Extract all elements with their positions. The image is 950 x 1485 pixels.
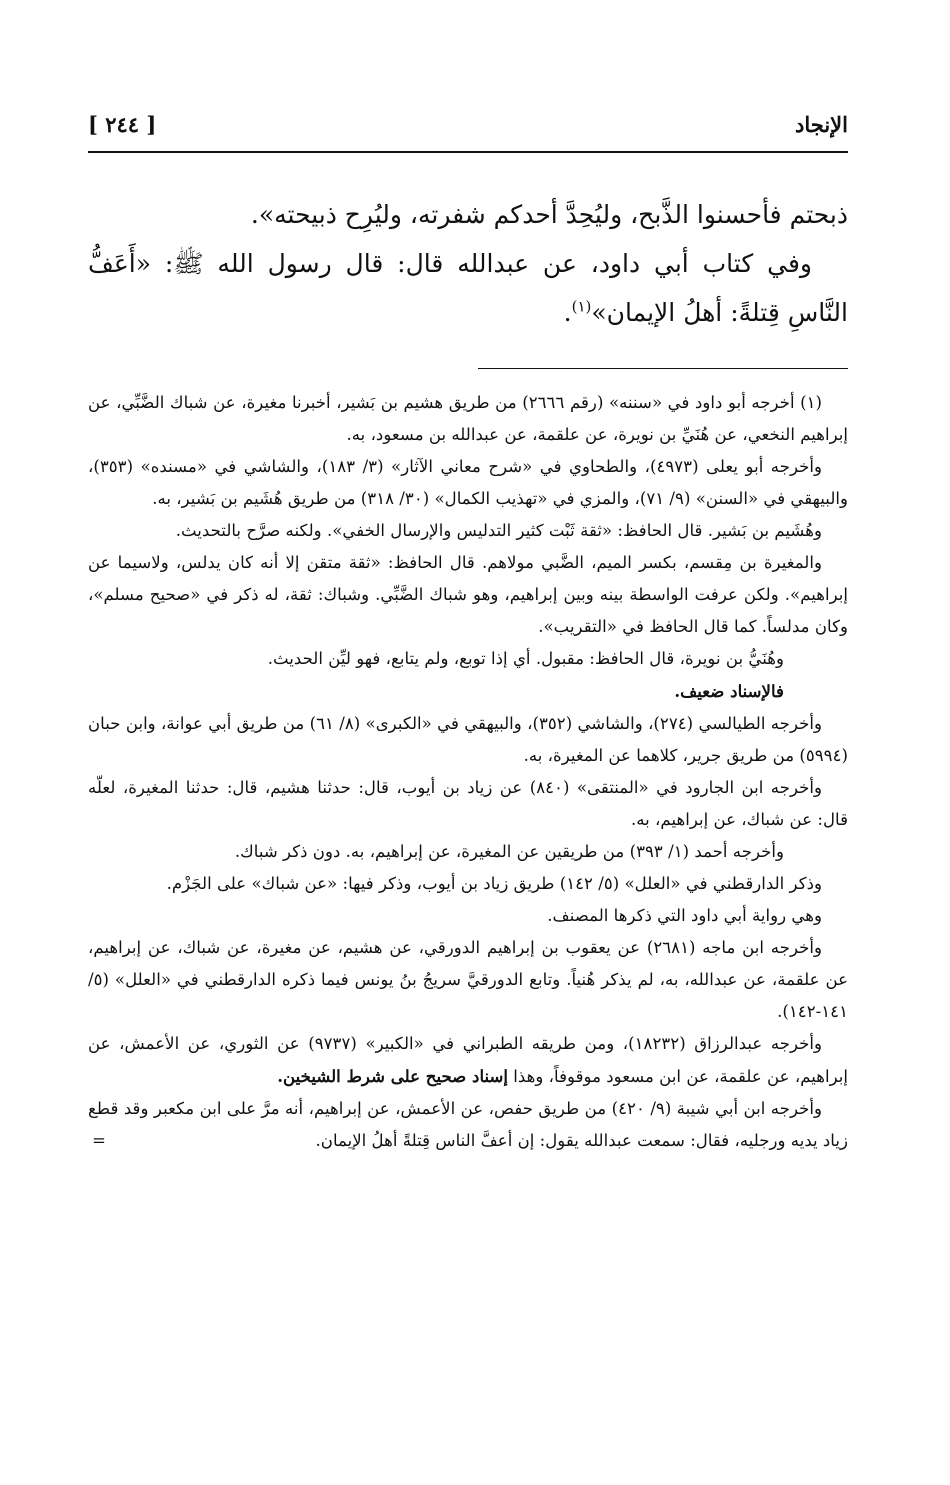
footnote-paragraph: وأخرجه أحمد (١/ ٣٩٣) من طريقين عن المغيرة، عن إبراهيم، به. دون ذكر شباك.	[234, 842, 784, 861]
footnote-conclusion	[88, 675, 848, 708]
footnote-paragraph: (١) أخرجه أبو داود في «سننه» (رقم ٢٦٦٦) من طريق هشيم بن بَشير، أخبرنا مغيرة، عن شباك الضَّبِّي، عن إبراهيم النخعي، عن هُنَيِّ بن نويرة، عن علقمة، عن عبدالله بن مسعود، به.	[88, 393, 848, 444]
main-line-2-end: .	[563, 298, 572, 327]
document-page	[88, 0, 848, 1485]
footnote-paragraph	[88, 1093, 848, 1157]
page-number: [ ٢٤٤ ]	[88, 112, 157, 137]
footnote-paragraph: وذكر الدارقطني في «العلل» (٥/ ١٤٢) طريق زياد بن أيوب، وذكر فيها: «عن شباك» على الجَزْم.	[166, 874, 822, 893]
footnote-text: وأخرجه ابن أبي شيبة (٩/ ٤٢٠) من طريق حفص، عن الأعمش، عن إبراهيم، أنه مرَّ على ابن مكعبر وقد قطع زياد يديه ورجليه، فقال: سمعت عبدالله يقول: إن أعفَّ الناس قِتلةً أهلُ الإيمان.	[88, 1099, 848, 1150]
footnote-paragraph: وأخرجه الطيالسي (٢٧٤)، والشاشي (٣٥٢)، والبيهقي في «الكبرى» (٨/ ٦١) من طريق أبي عوانة، وابن حبان (٥٩٩٤) من طريق جرير، كلاهما عن المغيرة، به.	[88, 714, 848, 765]
footnote-paragraph: وأخرجه ابن ماجه (٢٦٨١) عن يعقوب بن إبراهيم الدورقي، عن هشيم، عن مغيرة، عن شباك، عن إبراهيم، عن علقمة، عن عبدالله، به، لم يذكر هُنياً. وتابع الدورقيَّ سريجُ بنُ يونس فيما ذكره الدارقطني في «العلل» (٥/ ١٤١-١٤٢).	[88, 938, 848, 1021]
footnote-paragraph: والمغيرة بن مِقسم، بكسر الميم، الضَّبي مولاهم. قال الحافظ: «ثقة متقن إلا أنه كان يدلس، ولاسيما عن إبراهيم». ولكن عرفت الواسطة بينه وبين إبراهيم، وهو شباك الضَّبِّي. وشباك: ثقة، له ذكر في «صحيح مسلم»، وكان مدلساً. كما قال الحافظ في «التقريب».	[88, 553, 848, 636]
footnotes	[88, 387, 848, 1157]
footnote-text: وأخرجه عبدالرزاق (١٨٢٣٢)، ومن طريقه الطبراني في «الكبير» (٩٧٣٧) عن الثوري، عن الأعمش، عن إبراهيم، عن علقمة، عن ابن مسعود موقوفاً، وهذا	[88, 1034, 848, 1086]
footnote-paragraph: وأخرجه أبو يعلى (٤٩٧٣)، والطحاوي في «شرح معاني الآثار» (٣/ ١٨٣)، والشاشي في «مسنده» (٣٥٣)، والبيهقي في «السنن» (٩/ ٧١)، والمزي في «تهذيب الكمال» (٣٠/ ٣١٨) من طريق هُشَيم بن بَشير، به.	[88, 457, 848, 508]
footnote-reference[interactable]: (١)	[571, 297, 592, 316]
continuation-mark: =	[92, 1131, 106, 1150]
main-line-1: ذبحتم فأحسنوا الذَّبح، وليُحِدَّ أحدكم شفرته، وليُرِح ذبيحته».	[250, 200, 848, 229]
header-rule	[88, 151, 848, 153]
main-line-2-text: وفي كتاب أبي داود، عن عبدالله قال: قال رسول الله ﷺ: «أَعَفُّ النَّاسِ قِتلةً: أهلُ الإيمان»	[88, 249, 848, 327]
footnote-paragraph	[88, 1028, 848, 1093]
footnote-bold-text: إسناد صحيح على شرط الشيخين.	[277, 1066, 509, 1086]
footnote-bold-text: فالإسناد ضعيف.	[674, 681, 784, 701]
footnote-paragraph: وأخرجه ابن الجارود في «المنتقى» (٨٤٠) عن زياد بن أيوب، قال: حدثنا هشيم، قال: حدثنا المغيرة، لعلّه قال: عن شباك، عن إبراهيم، به.	[88, 778, 848, 829]
main-paragraph-2	[88, 239, 848, 337]
running-title: الإنجاد	[795, 112, 848, 137]
footnote-paragraph: وهُشَيم بن بَشير. قال الحافظ: «ثقة ثَبْت كثير التدليس والإرسال الخفي». ولكنه صرَّح بالتحديث.	[175, 521, 822, 540]
footnote-paragraph: وهي رواية أبي داود التي ذكرها المصنف.	[547, 906, 822, 925]
footnote-separator	[478, 368, 848, 369]
page-header	[88, 112, 848, 152]
main-text	[88, 190, 848, 337]
footnote-paragraph: وهُنَيُّ بن نويرة، قال الحافظ: مقبول. أي إذا توبع، ولم يتابع، فهو ليِّن الحديث.	[267, 649, 784, 668]
